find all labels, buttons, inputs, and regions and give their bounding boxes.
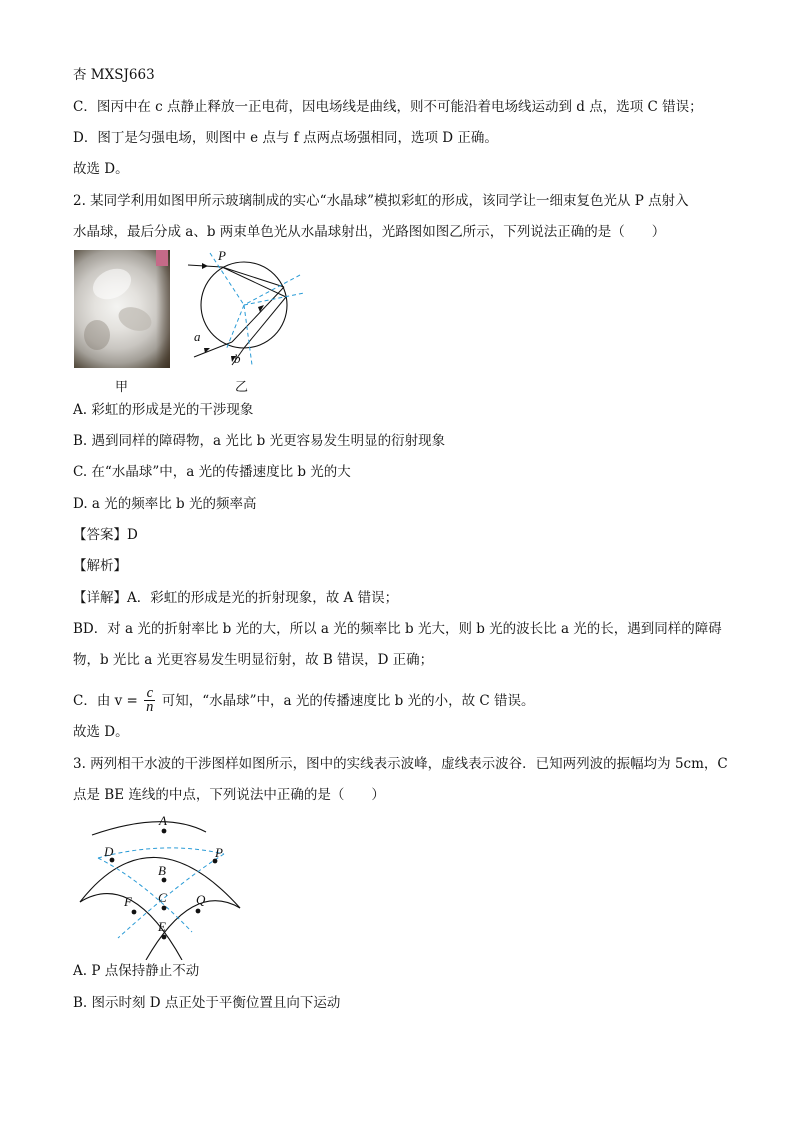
inside-ray-1: [222, 267, 284, 287]
point-C-dot: [162, 906, 167, 911]
crest-arc-top: [92, 822, 206, 835]
trough-arc-top: [98, 848, 224, 858]
q2-conclusion: 故选 D。: [73, 724, 129, 740]
q1-option-c-explanation: C．图丙中在 c 点静止释放一正电荷，因电场线是曲线，则不可能沿着电场线运动到 d 点，选项 C 错误；: [73, 99, 703, 115]
trough-arc-left: [98, 858, 192, 932]
crystal-ball-photo: [74, 250, 170, 368]
label-P: P: [215, 845, 223, 860]
point-B-dot: [162, 878, 167, 883]
q1-conclusion: 故选 D。: [73, 161, 129, 177]
normal-5: [244, 293, 304, 305]
label-C: C: [158, 890, 167, 905]
q3-stem-line2: 点是 BE 连线的中点，下列说法中正确的是（ ）: [73, 787, 385, 803]
q2-detail-2: BD．对 a 光的折射率比 b 光的大，所以 a 光的频率比 b 光大，则 b 光的波长比 a 光的长，遇到同样的障碍: [73, 621, 722, 637]
q2-option-d: D. a 光的频率比 b 光的频率高: [73, 496, 257, 512]
normal-4: [244, 305, 252, 365]
point-E-dot: [162, 935, 167, 940]
normal-1: [210, 253, 244, 305]
label-F: F: [124, 894, 132, 909]
q2-detail-4-prefix: C．由 v =: [73, 693, 138, 709]
q3-option-b: B. 图示时刻 D 点正处于平衡位置且向下运动: [73, 995, 341, 1011]
label-Q: Q: [196, 892, 206, 907]
inside-ray-2: [222, 267, 286, 297]
label-a: a: [194, 329, 201, 344]
q2-detail-4: [73, 685, 535, 715]
q2-stem-line2: 水晶球，最后分成 a、b 两束单色光从水晶球射出，光路图如图乙所示，下列说法正确的是（ ）: [73, 224, 666, 240]
q2-stem-line1: 2. 某同学利用如图甲所示玻璃制成的实心“水晶球”模拟彩虹的形成，该同学让一细束复色光从 P 点射入: [73, 193, 689, 209]
q2-option-a: A. 彩虹的形成是光的干涉现象: [73, 402, 254, 418]
q2-detail-1: 【详解】A．彩虹的形成是光的折射现象，故 A 错误；: [73, 590, 399, 606]
q2-option-b: B. 遇到同样的障碍物，a 光比 b 光更容易发生明显的衍射现象: [73, 433, 446, 449]
q2-option-c: C. 在“水晶球”中，a 光的传播速度比 b 光的大: [73, 464, 351, 480]
label-A: A: [159, 813, 167, 828]
point-F-dot: [132, 910, 137, 915]
q2-analysis-heading: 【解析】: [73, 558, 127, 574]
arrow-incident: [202, 263, 208, 269]
header-watermark: 杏 MXSJ663: [73, 67, 155, 83]
label-b: b: [234, 351, 241, 366]
exit-ray-a: [194, 342, 232, 357]
q1-option-d-explanation: D．图丁是匀强电场，则图中 e 点与 f 点两点场强相同，选项 D 正确。: [73, 130, 498, 146]
normal-2: [244, 275, 300, 305]
q3-option-a: A. P 点保持静止不动: [73, 963, 200, 979]
label-B: B: [158, 863, 166, 878]
point-Q-dot: [196, 909, 201, 914]
label-E: E: [158, 919, 166, 934]
label-P: P: [218, 248, 226, 263]
q2-detail-4-suffix: 可知，“水晶球”中，a 光的传播速度比 b 光的小，故 C 错误。: [161, 693, 535, 709]
fraction: [144, 687, 155, 714]
fraction-numerator: c: [144, 687, 155, 701]
q2-detail-3: 物，b 光比 a 光更容易发生明显衍射，故 B 错误，D 正确；: [73, 652, 434, 668]
interference-diagram: [72, 810, 262, 960]
label-D: D: [104, 844, 114, 859]
q3-stem-line1: 3. 两列相干水波的干涉图样如图所示，图中的实线表示波峰，虚线表示波谷．已知两列波的振幅均为 5cm，C: [73, 756, 728, 772]
fraction-denominator: n: [146, 699, 154, 715]
q2-answer: 【答案】D: [73, 527, 138, 543]
fig-label-jia: 甲: [115, 380, 129, 395]
light-path-diagram: [180, 245, 310, 375]
fig-label-yi: 乙: [235, 380, 249, 395]
point-A-dot: [162, 829, 167, 834]
